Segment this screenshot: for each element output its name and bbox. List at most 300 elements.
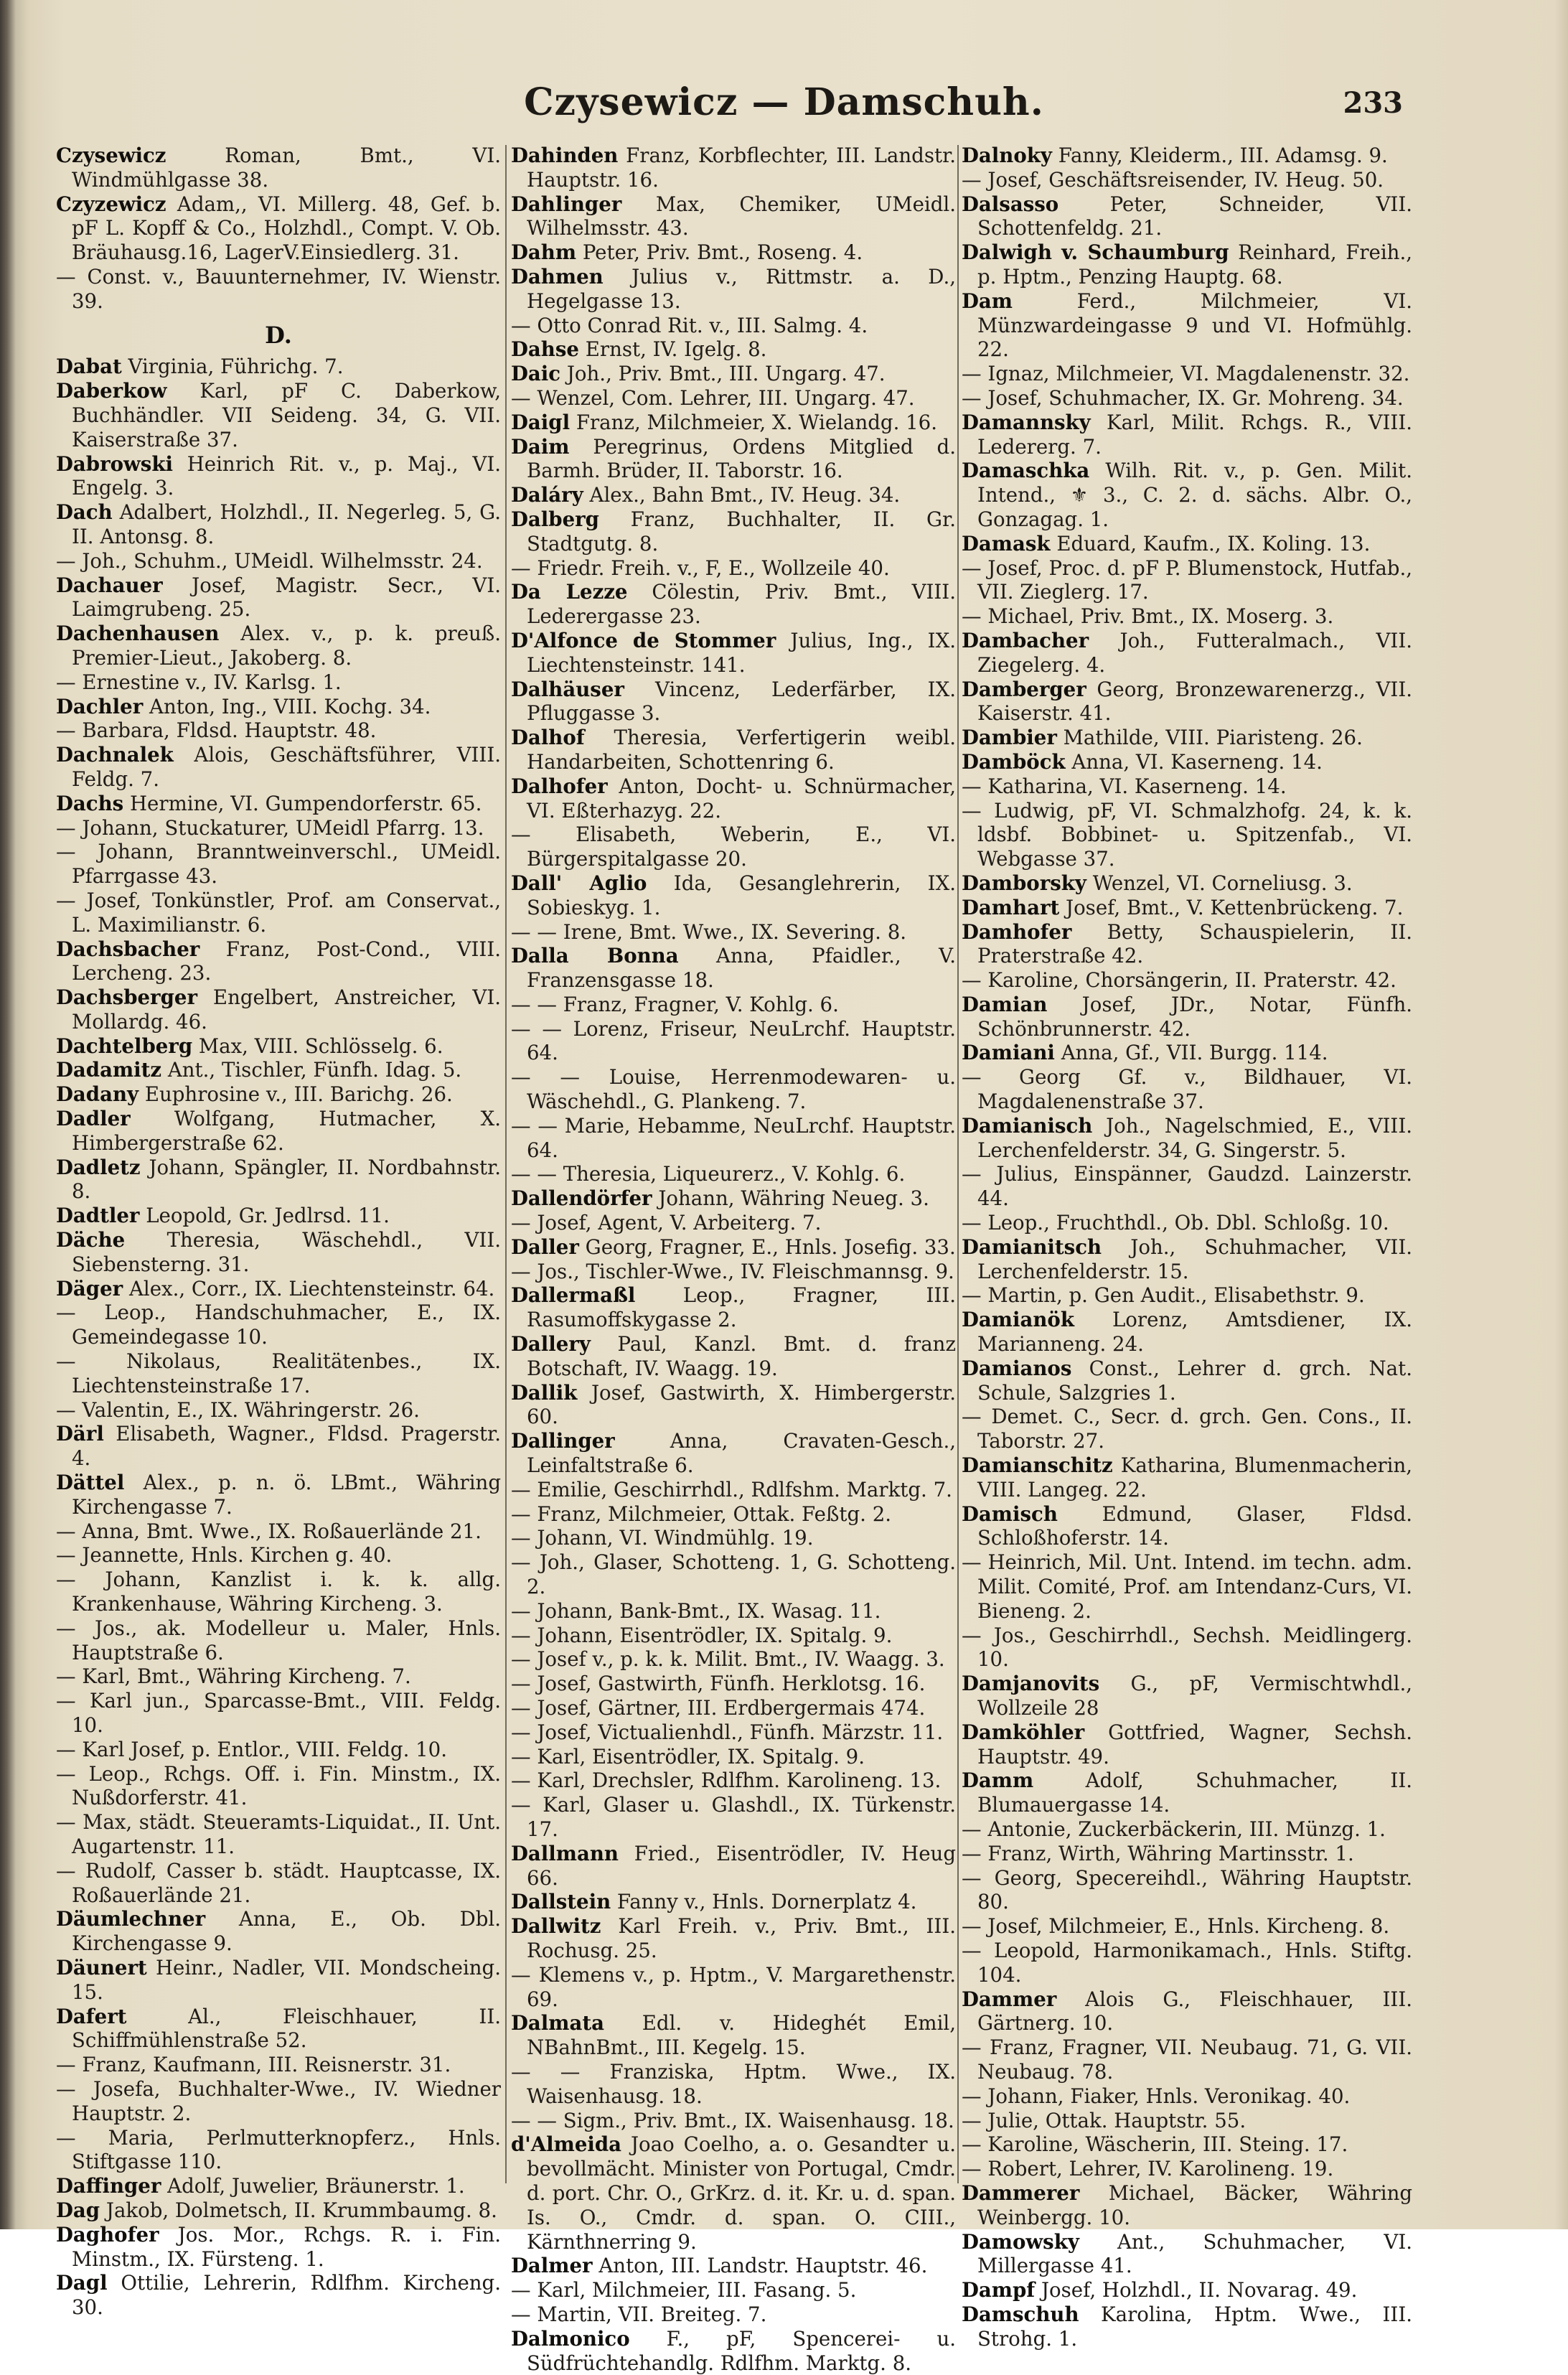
directory-entry [962, 1720, 1412, 1769]
directory-entry [56, 840, 501, 889]
entry-surname: Damschuh [962, 2302, 1079, 2326]
entry-details: Paul, Kanzl. Bmt. d. franz Botschaft, IV. Waagg. 19. [527, 1332, 956, 1380]
directory-entry [962, 2278, 1412, 2303]
entry-details: — Josef, Victualienhdl., Fünfh. Märzstr. 11. [511, 1720, 944, 1744]
entry-details: Vincenz, Lederfärber, IX. Pfluggasse 3. [527, 677, 956, 726]
directory-entry [962, 1866, 1412, 1915]
directory-entry [56, 1956, 501, 2005]
entry-details: Virginia, Führichg. 7. [121, 355, 344, 379]
directory-entry [56, 2271, 501, 2320]
entry-details: — Leop., Handschuhmacher, E., IX. Gemeindegasse 10. [56, 1301, 501, 1349]
entry-surname: Dahinden [511, 144, 619, 167]
entry-surname: Dampf [962, 2278, 1036, 2303]
entry-details: Ernst, IV. Igelg. 8. [578, 337, 767, 362]
entry-details: Const., Lehrer d. grch. Nat. Schule, Salzgries 1. [977, 1356, 1412, 1405]
directory-entry [511, 1842, 956, 1891]
directory-entry [962, 362, 1412, 386]
entry-details: — Karoline, Wäscherin, III. Steing. 17. [962, 2132, 1348, 2157]
entry-surname: Damböck [962, 749, 1066, 774]
entry-surname: Dallik [511, 1380, 578, 1405]
directory-entry [56, 573, 501, 622]
entry-details: Fanny v., Hnls. Dornerplatz 4. [611, 1890, 917, 1914]
directory-entry [56, 1422, 501, 1471]
entry-surname: Dachenhausen [56, 622, 220, 646]
entry-details: Leopold, Gr. Jedlrsd. 11. [139, 1204, 390, 1228]
directory-entry [511, 1332, 956, 1381]
entry-surname: Dahmen [511, 264, 604, 289]
entry-details: — Julie, Ottak. Hauptstr. 55. [962, 2108, 1247, 2132]
entry-details: Adolf, Juwelier, Bräunerstr. 1. [161, 2174, 465, 2198]
directory-entry [511, 2132, 956, 2254]
entry-details: — — Marie, Hebamme, NeuLrchf. Hauptstr. 64. [511, 1113, 956, 1162]
entry-details: Engelbert, Anstreicher, VI. Mollardg. 46. [72, 985, 501, 1034]
entry-details: Karolina, Hptm. Wwe., III. Strohg. 1. [977, 2302, 1412, 2351]
entry-details: Franz, Korbflechter, III. Landstr. Hauptstr. 16. [527, 144, 956, 192]
directory-entry [511, 483, 956, 507]
entry-details: — Julius, Einspänner, Gaudzd. Lainzerstr. 44. [962, 1162, 1412, 1211]
entry-details: — Katharina, VI. Kaserneng. 14. [962, 774, 1287, 798]
entry-details: — Josef, Milchmeier, E., Hnls. Kircheng. 8. [962, 1914, 1390, 1939]
directory-entry [962, 629, 1412, 678]
entry-details: Elisabeth, Wagner., Fldsd. Pragerstr. 4. [72, 1422, 501, 1471]
entry-details: Franz, Post-Cond., VIII. Lercheng. 23. [72, 937, 501, 985]
entry-surname: Dall' Aglio [511, 871, 647, 895]
directory-entry [962, 993, 1412, 1041]
entry-details: Jakob, Dolmetsch, II. Krummbaumg. 8. [100, 2198, 497, 2222]
entry-surname: Dättel [56, 1471, 125, 1495]
entry-surname: Dabat [56, 355, 122, 379]
entry-surname: Damianisch [962, 1113, 1093, 1138]
directory-entry [511, 993, 956, 1017]
directory-entry [962, 144, 1412, 168]
directory-entry [962, 1939, 1412, 1987]
directory-entry [962, 799, 1412, 871]
directory-entry [511, 1526, 956, 1550]
entry-details: Anton, III. Landstr. Hauptstr. 46. [592, 2254, 928, 2278]
directory-entry [962, 1914, 1412, 1939]
entry-details: Joh., Futteralmach., VII. Ziegelerg. 4. [977, 628, 1412, 677]
entry-details: — Josef, Schuhmacher, IX. Gr. Mohreng. 34. [962, 385, 1404, 410]
entry-surname: Damianök [962, 1308, 1074, 1332]
entry-surname: Damask [962, 531, 1051, 556]
entry-details: Anna, E., Ob. Dbl. Kirchengasse 9. [72, 1907, 501, 1956]
directory-entry [511, 1550, 956, 1599]
directory-entry [511, 1502, 956, 1527]
entry-surname: Daberkow [56, 379, 167, 403]
directory-entry [962, 240, 1412, 289]
directory-entry [56, 379, 501, 451]
entry-details: — Karl, Milchmeier, III. Fasang. 5. [511, 2278, 857, 2303]
entry-details: Michael, Bäcker, Währing Weinbergg. 10. [977, 2180, 1412, 2229]
directory-entry [962, 532, 1412, 556]
entry-surname: Damborsky [962, 871, 1086, 895]
entry-details: Peregrinus, Ordens Mitglied d. Barmh. Brüder, II. Taborstr. 16. [527, 434, 956, 483]
directory-entry [56, 1058, 501, 1082]
directory-entry [56, 1398, 501, 1423]
entry-surname: Däger [56, 1276, 123, 1301]
entry-surname: Damowsky [962, 2229, 1079, 2254]
entry-surname: Dahm [511, 240, 577, 265]
entry-surname: Damisch [962, 1502, 1058, 1526]
entry-details: — Maria, Perlmutterknopferz., Hnls. Stiftgasse 110. [56, 2125, 501, 2174]
entry-details: Adolf, Schuhmacher, II. Blumauergasse 14. [977, 1769, 1412, 1817]
entry-details: — Karoline, Chorsängerin, II. Praterstr. 42. [962, 968, 1396, 993]
directory-entry [962, 1283, 1412, 1308]
entry-details: Reinhard, Freih., p. Hptm., Penzing Hauptg. 68. [977, 240, 1413, 289]
directory-entry [511, 1381, 956, 1430]
directory-entry [511, 1624, 956, 1648]
entry-surname: Damiani [962, 1041, 1055, 1065]
directory-entry [56, 937, 501, 986]
entry-details: Karl, pF C. Daberkow, Buchhändler. VII Seideng. 34, G. VII. Kaiserstraße 37. [72, 379, 501, 451]
entry-surname: Dabrowski [56, 451, 173, 476]
entry-surname: Dambier [962, 726, 1057, 750]
entry-surname: Dadtler [56, 1204, 140, 1228]
entry-details: — Rudolf, Casser b. städt. Hauptcasse, IX. Roßauerlände 21. [56, 1858, 501, 1907]
directory-entry [56, 1859, 501, 1908]
directory-entry [56, 1301, 501, 1349]
entry-surname: Dalhof [511, 726, 585, 750]
directory-entry [962, 604, 1412, 629]
directory-entry [962, 192, 1412, 241]
directory-entry [962, 1842, 1412, 1866]
directory-entry [56, 1762, 501, 1811]
entry-surname: Dahlinger [511, 192, 622, 216]
entry-details: — Ernestine v., IV. Karlsg. 1. [56, 670, 342, 694]
directory-entry [962, 459, 1412, 531]
entry-surname: Dag [56, 2198, 100, 2222]
entry-details: — Heinrich, Mil. Unt. Intend. im techn. adm. Milit. Comité, Prof. am Intendanz-Curs, VI. Bieneng. 2. [962, 1550, 1412, 1623]
entry-details: Julius, Ing., IX. Liechtensteinstr. 141. [527, 628, 956, 677]
entry-details: — Friedr. Freih. v., F, E., Wollzeile 40. [511, 556, 890, 580]
entry-details: — Jeannette, Hnls. Kirchen g. 40. [56, 1543, 393, 1568]
directory-entry [511, 1890, 956, 1914]
directory-entry [511, 1114, 956, 1163]
directory-entry [511, 1017, 956, 1066]
section-letter: D. [265, 321, 292, 349]
entry-details: — Josef, Proc. d. pF P. Blumenstock, Hutfab., VII. Zieglerg. 17. [962, 556, 1412, 604]
entry-surname: Dachtelberg [56, 1034, 193, 1058]
entry-details: Alex., Corr., IX. Liechtensteinstr. 64. [123, 1276, 495, 1301]
entry-details: — Martin, p. Gen Audit., Elisabethstr. 9. [962, 1283, 1365, 1308]
entry-surname: Dachnalek [56, 743, 174, 767]
directory-entry [511, 678, 956, 726]
directory-entry [511, 556, 956, 581]
entry-details: Alex., Bahn Bmt., IV. Heug. 34. [583, 483, 901, 507]
entry-details: — — Sigm., Priv. Bmt., IX. Waisenhausg. 18. [511, 2108, 954, 2132]
directory-entry [511, 1186, 956, 1211]
directory-entry [962, 1162, 1412, 1211]
directory-entry [56, 1277, 501, 1301]
directory-entry [511, 1065, 956, 1114]
entry-details: Peter, Priv. Bmt., Roseng. 4. [576, 240, 863, 265]
entry-details: — Nikolaus, Realitätenbes., IX. Liechtensteinstraße 17. [56, 1349, 501, 1397]
directory-entry [511, 337, 956, 362]
entry-surname: Daim [511, 434, 570, 459]
entry-surname: Dammerer [962, 2180, 1080, 2205]
entry-surname: Dalmonico [511, 2326, 630, 2351]
entry-details: — Franz, Fragner, VII. Neubaug. 71, G. VII. Neubaug. 78. [962, 2036, 1412, 2084]
entry-details: Alex. v., p. k. preuß. Premier-Lieut., Jakoberg. 8. [72, 622, 501, 670]
entry-surname: Dachsberger [56, 985, 197, 1010]
entry-details: Karl Freih. v., Priv. Bmt., III. Rochusg. 25. [527, 1914, 956, 1962]
directory-entry [56, 1810, 501, 1859]
entry-details: — Max, städt. Steueramts-Liquidat., II. Unt. Augartenstr. 11. [56, 1810, 501, 1858]
entry-details: Joao Coelho, a. o. Gesandter u. bevollmächt. Minister von Portugal, Cmdr. d. port. Chr. O., GrKrz. d. it. Kr. u. d. span. Is. O., Cmdr. d. span. O. CIII., Kärnthnerring 9. [527, 2132, 956, 2254]
entry-details: — Johann, VI. Windmühlg. 19. [511, 1526, 814, 1550]
entry-details: — — Louise, Herrenmodewaren- u. Wäschehdl., G. Plankeng. 7. [511, 1065, 956, 1114]
entry-details: Ant., Tischler, Fünfh. Idag. 5. [161, 1058, 462, 1082]
directory-entry [511, 629, 956, 678]
entry-details: Anna, VI. Kaserneng. 14. [1065, 749, 1323, 774]
entry-details: — Otto Conrad Rit. v., III. Salmg. 4. [511, 313, 868, 337]
entry-details: Alex., p. n. ö. LBmt., Währing Kirchengasse 7. [72, 1471, 501, 1519]
entry-details: — Josef, Agent, V. Arbeiterg. 7. [511, 1211, 822, 1235]
directory-entry [962, 386, 1412, 411]
entry-details: Ant., Schuhmacher, VI. Millergasse 41. [977, 2229, 1412, 2278]
directory-entry [511, 2254, 956, 2278]
entry-surname: Daigl [511, 410, 571, 434]
entry-surname: Dachs [56, 791, 124, 815]
entry-surname: Dalmer [511, 2254, 593, 2278]
entry-details: Theresia, Verfertigerin weibl. Handarbeiten, Schottenring 6. [527, 726, 956, 774]
directory-entry [962, 1357, 1412, 1405]
entry-details: — Martin, VII. Breiteg. 7. [511, 2302, 767, 2326]
entry-details: Wolfgang, Hutmacher, X. Himbergerstraße 62. [72, 1107, 501, 1155]
entry-surname: Dalmata [511, 2011, 604, 2036]
directory-entry [56, 1519, 501, 1544]
directory-entry [962, 1065, 1412, 1114]
directory-entry [962, 1769, 1412, 1817]
entry-details: — Elisabeth, Weberin, E., VI. Bürgerspitalgasse 20. [511, 823, 956, 871]
directory-entry [962, 1308, 1412, 1357]
directory-entry [962, 871, 1412, 896]
directory-entry [511, 1599, 956, 1624]
entry-details: — — Franziska, Hptm. Wwe., IX. Waisenhausg. 18. [511, 2059, 956, 2108]
directory-entry [511, 435, 956, 484]
entry-details: Fried., Eisentrödler, IV. Heug 66. [527, 1841, 956, 1890]
entry-details: Joh., Priv. Bmt., III. Ungarg. 47. [560, 362, 886, 386]
entry-details: Wenzel, VI. Corneliusg. 3. [1086, 871, 1353, 895]
directory-entry [56, 1204, 501, 1228]
entry-surname: Dalhäuser [511, 677, 624, 701]
directory-entry [511, 1963, 956, 2012]
directory-entry [511, 2109, 956, 2133]
directory-entry [511, 1260, 956, 1284]
directory-entry [511, 192, 956, 241]
entry-details: — Karl, Drechsler, Rdlfhm. Karolineng. 13. [511, 1769, 942, 1793]
directory-entry [962, 1987, 1412, 2036]
directory-entry [511, 1429, 956, 1478]
entry-details: — — Lorenz, Friseur, NeuLrchf. Hauptstr. 64. [511, 1016, 956, 1065]
directory-entry [56, 2198, 501, 2223]
directory-entry [962, 1041, 1412, 1065]
entry-details: — Barbara, Fldsd. Hauptstr. 48. [56, 718, 377, 743]
entry-details: — Ignaz, Milchmeier, VI. Magdalenenstr. 32. [962, 362, 1410, 386]
directory-column-3 [962, 144, 1413, 2351]
entry-surname: Dallmann [511, 1841, 619, 1865]
entry-details: Josef, Magistr. Secr., VI. Laimgrubeng. 25. [72, 573, 501, 622]
entry-details: Franz, Milchmeier, X. Wielandg. 16. [570, 410, 937, 434]
entry-details: Franz, Buchhalter, II. Gr. Stadtgutg. 8. [527, 507, 956, 556]
directory-entry [56, 355, 501, 379]
entry-surname: Dalberg [511, 507, 599, 531]
directory-entry [962, 2132, 1412, 2157]
entry-details: Lorenz, Amtsdiener, IX. Marianneng. 24. [977, 1308, 1412, 1357]
entry-details: — Johann, Kanzlist i. k. k. allg. Krankenhause, Währing Kircheng. 3. [56, 1568, 501, 1616]
entry-details: — Georg, Specereihdl., Währing Hauptstr. 80. [962, 1865, 1412, 1914]
directory-entry [511, 1720, 956, 1745]
entry-details: Katharina, Blumenmacherin, VIII. Langeg. 22. [977, 1453, 1412, 1502]
entry-details: — Leop., Rchgs. Off. i. Fin. Minstm., IX. Nußdorferstr. 41. [56, 1761, 501, 1810]
directory-entry [56, 549, 501, 573]
entry-surname: Damhofer [962, 919, 1072, 944]
directory-entry [962, 2084, 1412, 2109]
entry-surname: Däunert [56, 1955, 147, 1980]
entry-details: Gottfried, Wagner, Sechsh. Hauptstr. 49. [977, 1720, 1412, 1769]
directory-entry [962, 556, 1412, 605]
entry-details: Johann, Spängler, II. Nordbahnstr. 8. [72, 1155, 501, 1204]
directory-entry [962, 678, 1412, 726]
entry-details: Euphrosine v., III. Barichg. 26. [139, 1082, 453, 1107]
entry-surname: Dalnoky [962, 144, 1052, 167]
directory-entry [511, 1478, 956, 1502]
entry-surname: Daghofer [56, 2222, 159, 2247]
entry-details: — Demet. C., Secr. d. grch. Gen. Cons., II. Taborstr. 27. [962, 1405, 1412, 1453]
entry-details: Theresia, Wäschehdl., VII. Siebensterng. 31. [72, 1228, 501, 1276]
entry-surname: Daller [511, 1235, 579, 1259]
running-title: Czysewicz — Damschuh. [524, 80, 1044, 124]
directory-entry [962, 2303, 1412, 2351]
entry-details: Anna, Pfaidler., V. Franzensgasse 18. [527, 944, 956, 993]
entry-details: Georg, Fragner, E., Hnls. Josefig. 33. [578, 1235, 956, 1259]
entry-details: Joh., Schuhmacher, VII. Lerchenfelderstr. 15. [977, 1235, 1412, 1283]
entry-details: Eduard, Kaufm., IX. Koling. 13. [1050, 531, 1371, 556]
entry-surname: Dadler [56, 1107, 131, 1131]
entry-details: — Josef, Tonkünstler, Prof. am Conservat., L. Maximilianstr. 6. [56, 888, 501, 937]
directory-entry [56, 1107, 501, 1156]
entry-surname: Damjanovits [962, 1672, 1100, 1696]
entry-details: Jos. Mor., Rchgs. R. i. Fin. Minstm., IX. Fürsteng. 1. [72, 2222, 501, 2271]
directory-entry [962, 2157, 1412, 2181]
directory-entry [962, 1453, 1412, 1502]
directory-entry [56, 2053, 501, 2077]
entry-details: Betty, Schauspielerin, II. Praterstraße 42. [977, 919, 1412, 968]
directory-entry [56, 2126, 501, 2175]
entry-surname: Dagl [56, 2271, 108, 2295]
directory-entry [511, 774, 956, 823]
directory-entry [962, 1235, 1412, 1284]
directory-entry [511, 144, 956, 192]
directory-column-2 [511, 144, 956, 2375]
entry-surname: Damköhler [962, 1720, 1085, 1744]
entry-surname: Czysewicz [56, 144, 166, 167]
directory-entry [56, 265, 501, 314]
entry-surname: Dallendörfer [511, 1186, 652, 1211]
entry-details: Adam,, VI. Millerg. 48, Gef. b. pF L. Kopff & Co., Holzhdl., Compt. V. Ob. Bräuhausg.16, LagerV.Einsiedlerg. 31. [72, 192, 501, 265]
entry-details: — Ludwig, pF, VI. Schmalzhofg. 24, k. k. ldsbf. Bobbinet- u. Spitzenfab., VI. Webgasse 37. [962, 798, 1412, 871]
directory-entry [962, 2181, 1412, 2230]
directory-entry [962, 750, 1412, 774]
entry-details: — Georg Gf. v., Bildhauer, VI. Magdalenenstraße 37. [962, 1065, 1412, 1114]
entry-details: — Leop., Fruchthdl., Ob. Dbl. Schloßg. 10. [962, 1211, 1389, 1235]
directory-entry [511, 871, 956, 920]
directory-entry [56, 1034, 501, 1059]
directory-entry [56, 695, 501, 719]
entry-details: Edmund, Glaser, Fldsd. Schloßhoferstr. 14. [977, 1502, 1412, 1550]
directory-entry [962, 968, 1412, 993]
directory-entry [962, 2036, 1412, 2084]
entry-details: — Josef, Gastwirth, Fünfh. Herklotsg. 16. [511, 1672, 926, 1696]
directory-entry [56, 792, 501, 816]
directory-entry [962, 1502, 1412, 1551]
entry-surname: Dahse [511, 337, 579, 362]
directory-entry [511, 386, 956, 411]
entry-details: — — Irene, Bmt. Wwe., IX. Severing. 8. [511, 919, 907, 944]
entry-details: — Karl, Eisentrödler, IX. Spitalg. 9. [511, 1744, 865, 1769]
entry-surname: Damannsky [962, 410, 1091, 434]
page-header [0, 80, 1568, 138]
directory-entry [56, 1568, 501, 1616]
entry-details: — Emilie, Geschirrhdl., Rdlfshm. Marktg. 7. [511, 1477, 952, 1502]
entry-details: — Anna, Bmt. Wwe., IX. Roßauerlände 21. [56, 1519, 482, 1543]
directory-entry [56, 1228, 501, 1277]
directory-entry [56, 1907, 501, 1956]
entry-details: — Karl Josef, p. Entlor., VIII. Feldg. 10. [56, 1737, 447, 1761]
column-rule-2 [957, 145, 959, 2183]
entry-details: — Leopold, Harmonikamach., Hnls. Stiftg. 104. [962, 1938, 1412, 1987]
directory-entry [56, 2223, 501, 2272]
entry-details: Leop., Fragner, III. Rasumoffskygasse 2. [527, 1283, 956, 1332]
directory-entry [511, 580, 956, 629]
entry-surname: Daic [511, 362, 561, 386]
directory-entry [962, 726, 1412, 750]
entry-details: Josef, JDr., Notar, Fünfh. Schönbrunnerstr. 42. [977, 992, 1412, 1041]
entry-details: — Joh., Glaser, Schotteng. 1, G. Schotteng. 2. [511, 1550, 956, 1599]
directory-entry [511, 2327, 956, 2375]
entry-surname: D'Alfonce de Stommer [511, 628, 776, 652]
directory-entry [511, 1696, 956, 1720]
entry-details: Peter, Schneider, VII. Schottenfeldg. 21. [977, 192, 1412, 240]
directory-entry [56, 718, 501, 743]
entry-surname: Dammer [962, 1987, 1057, 2011]
entry-surname: Damaschka [962, 459, 1090, 483]
entry-surname: Dadamitz [56, 1058, 162, 1082]
entry-details: Johann, Währing Neueg. 3. [652, 1186, 929, 1211]
directory-entry [56, 144, 501, 192]
directory-entry [962, 1672, 1412, 1720]
directory-entry [511, 265, 956, 314]
directory-entry [962, 1211, 1412, 1235]
entry-details: — — Franz, Fragner, V. Kohlg. 6. [511, 992, 839, 1016]
entry-details: Fanny, Kleiderm., III. Adamsg. 9. [1051, 144, 1388, 167]
directory-entry [56, 670, 501, 695]
entry-details: F., pF, Spencerei- u. Südfrüchtehandlg. Rdlfhm. Marktg. 8. [527, 2326, 956, 2375]
entry-details: Mathilde, VIII. Piaristeng. 26. [1056, 726, 1363, 750]
directory-entry [56, 743, 501, 792]
entry-surname: Dachauer [56, 573, 163, 597]
entry-details: Max, VIII. Schlösselg. 6. [192, 1034, 443, 1058]
entry-details: — Antonie, Zuckerbäckerin, III. Münzg. 1. [962, 1817, 1386, 1841]
entry-surname: Damhart [962, 895, 1060, 919]
entry-details: — Franz, Wirth, Währing Martinsstr. 1. [962, 1841, 1354, 1865]
directory-entry [962, 896, 1412, 920]
entry-surname: Damianitsch [962, 1235, 1102, 1259]
entry-details: — Johann, Stuckaturer, UMeidl Pfarrg. 13. [56, 815, 484, 840]
entry-surname: Dallstein [511, 1890, 611, 1914]
entry-details: Julius v., Rittmstr. a. D., Hegelgasse 13. [527, 264, 956, 313]
entry-surname: Czyzewicz [56, 192, 166, 216]
